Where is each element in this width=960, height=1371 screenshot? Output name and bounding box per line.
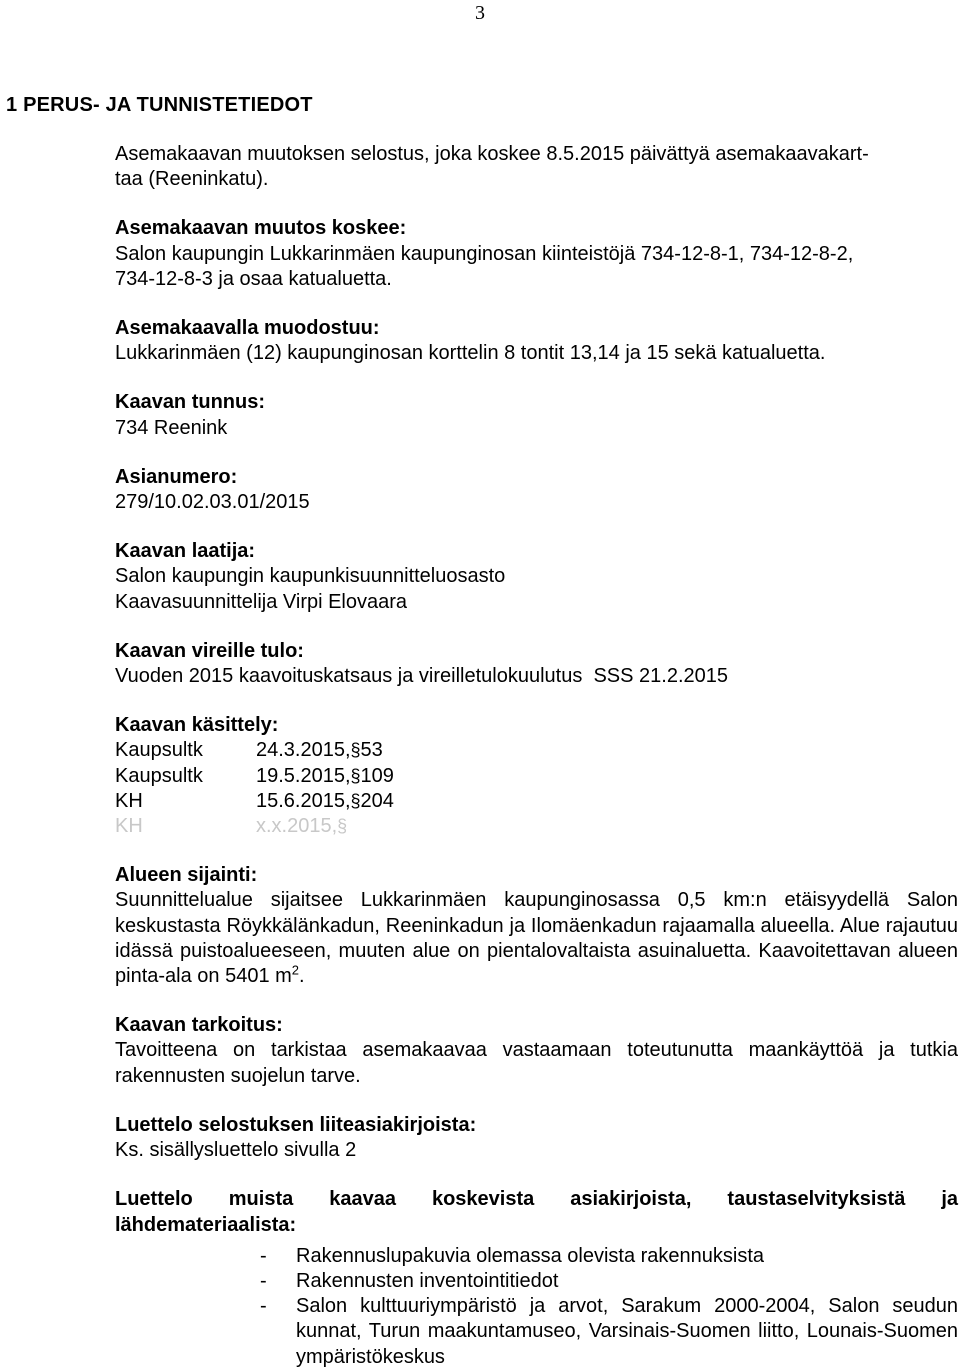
muodostuu-text: Lukkarinmäen (12) kaupunginosan korttelin 8 tontit 13,14 ja 15 sekä katualuetta. [115,342,826,365]
kasittely-number: 204 [360,789,394,812]
kasittely-table [115,738,958,839]
sijainti-text [115,888,958,989]
tunnus-value: 734 Reenink [115,416,228,439]
list-item-text: Rakennuslupakuvia olemassa olevista rakennuksista [296,1244,765,1267]
list-dash: - [260,1244,267,1267]
list-item-text: Rakennusten inventointitiedot [296,1269,559,1292]
intro-line-2: taa (Reeninkatu). [115,168,269,191]
list-dash: - [260,1269,267,1292]
asianumero-value: 279/10.02.03.01/2015 [115,491,310,514]
section-sign: § [350,790,361,811]
list-dash: - [260,1295,267,1318]
laatija-line-2: Kaavasuunnittelija Virpi Elovaara [115,590,408,613]
sijainti-body: Suunnittelualue sijaitsee Lukkarinmäen kaupunginosassa 0,5 km:n etäisyydellä Salon keskustasta Röykkälänkadun, Reeninkadun ja Ilomäenkadun rajaamalla alueella. Alue rajautuu idässä puistoalueeseen, muuten alue on pientalovaltaista asuinaluetta. Kaavoitettavan alueen pinta-ala on 5401 m [115,889,958,988]
kasittely-row [115,814,958,839]
section-sign: § [350,765,361,786]
kasittely-body: Kaupsultk [115,739,203,762]
area-unit-superscript: 2 [291,962,300,978]
kasittely-label: Kaavan käsittely: [115,714,279,737]
laatija-label: Kaavan laatija: [115,540,256,563]
kasittely-body: Kaupsultk [115,764,203,787]
section-sign: § [337,816,348,837]
sijainti-label: Alueen sijainti: [115,864,258,887]
list-item [115,1294,958,1370]
vireille-text: Vuoden 2015 kaavoituskatsaus ja vireilletulokuulutus SSS 21.2.2015 [115,665,728,688]
liitteet-label: Luettelo selostuksen liiteasiakirjoista: [115,1113,477,1136]
kasittely-row [115,764,958,789]
document-body [115,142,958,1370]
asianumero-label: Asianumero: [115,465,238,488]
muutos-line-1: Salon kaupungin Lukkarinmäen kaupunginosan kiinteistöjä 734-12-8-1, 734-12-8-2, [115,242,854,265]
muutos-label: Asemakaavan muutos koskee: [115,217,407,240]
muut-list [115,1244,958,1370]
muut-label: Luettelo muista kaavaa koskevista asiakirjoista, taustaselvityksistä ja lähdemateriaalista: [115,1188,958,1236]
kasittely-row [115,738,958,763]
section-sign: § [350,740,361,761]
list-item [115,1269,958,1294]
list-item [115,1244,958,1269]
muutos-line-2: 734-12-8-3 ja osaa katualuetta. [115,267,392,290]
liitteet-text: Ks. sisällysluettelo sivulla 2 [115,1139,357,1162]
kasittely-date: 15.6.2015, [256,789,351,812]
kasittely-date: 19.5.2015, [256,764,351,787]
muodostuu-label: Asemakaavalla muodostuu: [115,317,380,340]
list-item-text: Salon kulttuuriympäristö ja arvot, Sarakum 2000-2004, Salon seudun kunnat, Turun maakuntamuseo, Varsinais-Suomen liitto, Lounais-Suomen ympäristökeskus [296,1295,958,1368]
laatija-line-1: Salon kaupungin kaupunkisuunnitteluosasto [115,565,506,588]
section-heading: 1 PERUS- JA TUNNISTETIEDOT [6,94,313,116]
intro-line-1: Asemakaavan muutoksen selostus, joka koskee 8.5.2015 päivättyä asemakaavakart- [115,143,869,165]
page-number: 3 [475,2,485,24]
kasittely-row [115,789,958,814]
kasittely-date: 24.3.2015, [256,739,351,762]
sijainti-end: . [299,965,305,988]
kasittely-body: KH [115,789,143,812]
tarkoitus-text: Tavoitteena on tarkistaa asemakaavaa vastaamaan toteutunutta maankäyttöä ja tutkia rakennusten suojelun tarve. [115,1039,958,1087]
tarkoitus-label: Kaavan tarkoitus: [115,1014,283,1037]
kasittely-number: 109 [360,764,394,787]
kasittely-number: 53 [360,739,383,762]
kasittely-date: x.x.2015, [256,815,338,838]
tunnus-label: Kaavan tunnus: [115,391,266,414]
vireille-label: Kaavan vireille tulo: [115,639,304,662]
kasittely-body: KH [115,815,143,838]
